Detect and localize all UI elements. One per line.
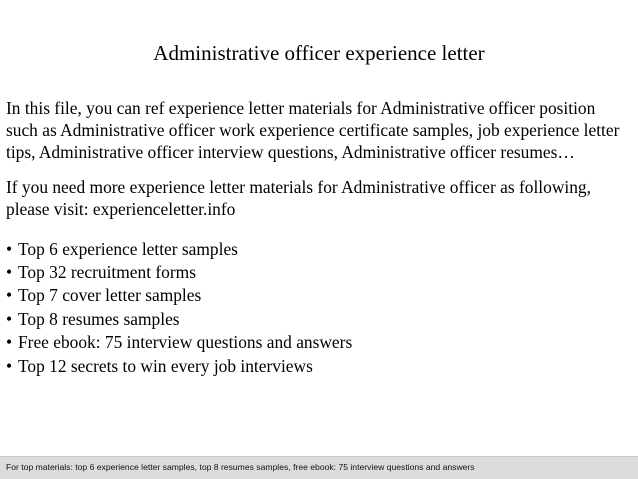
bullet-item [6,308,636,331]
slide-body [6,97,636,377]
bullet-marker: • [6,239,13,259]
more-line: If you need more experience letter materials for Administrative officer as following, [6,177,591,197]
bullet-text: Top 7 cover letter samples [18,285,202,305]
bullet-text: Top 12 secrets to win every job interviews [18,355,313,376]
bullet-item [6,355,636,378]
more-paragraph [6,176,636,220]
bullet-marker: • [6,308,13,329]
intro-paragraph [6,97,636,163]
footer-bar [0,456,638,479]
footer-text: For top materials: top 6 experience letter samples, top 8 resumes samples, free ebook: 75 interview questions and answers [6,462,475,472]
bullet-item [6,331,636,354]
intro-line: In this file, you can ref experience letter materials for Administrative officer position [6,98,596,118]
bullet-marker: • [6,355,13,376]
bullet-text: Top 32 recruitment forms [18,261,196,282]
bullet-item [6,284,636,307]
bullet-text: Top 8 resumes samples [18,308,180,329]
bullet-marker: • [6,261,13,282]
bullet-text: Free ebook: 75 interview questions and answers [18,332,353,352]
bullet-marker: • [6,332,13,352]
bullet-item [6,261,636,284]
bullet-text: Top 6 experience letter samples [18,239,238,259]
page-title: Administrative officer experience letter [153,41,485,65]
bullet-item [6,238,636,261]
intro-line: such as Administrative officer work experience certificate samples, job experience letter [6,120,620,140]
bullet-marker: • [6,285,13,305]
bullet-list [6,238,636,377]
intro-line: tips, Administrative officer interview questions, Administrative officer resumes… [6,142,575,162]
more-line: please visit: experienceletter.info [6,199,236,219]
